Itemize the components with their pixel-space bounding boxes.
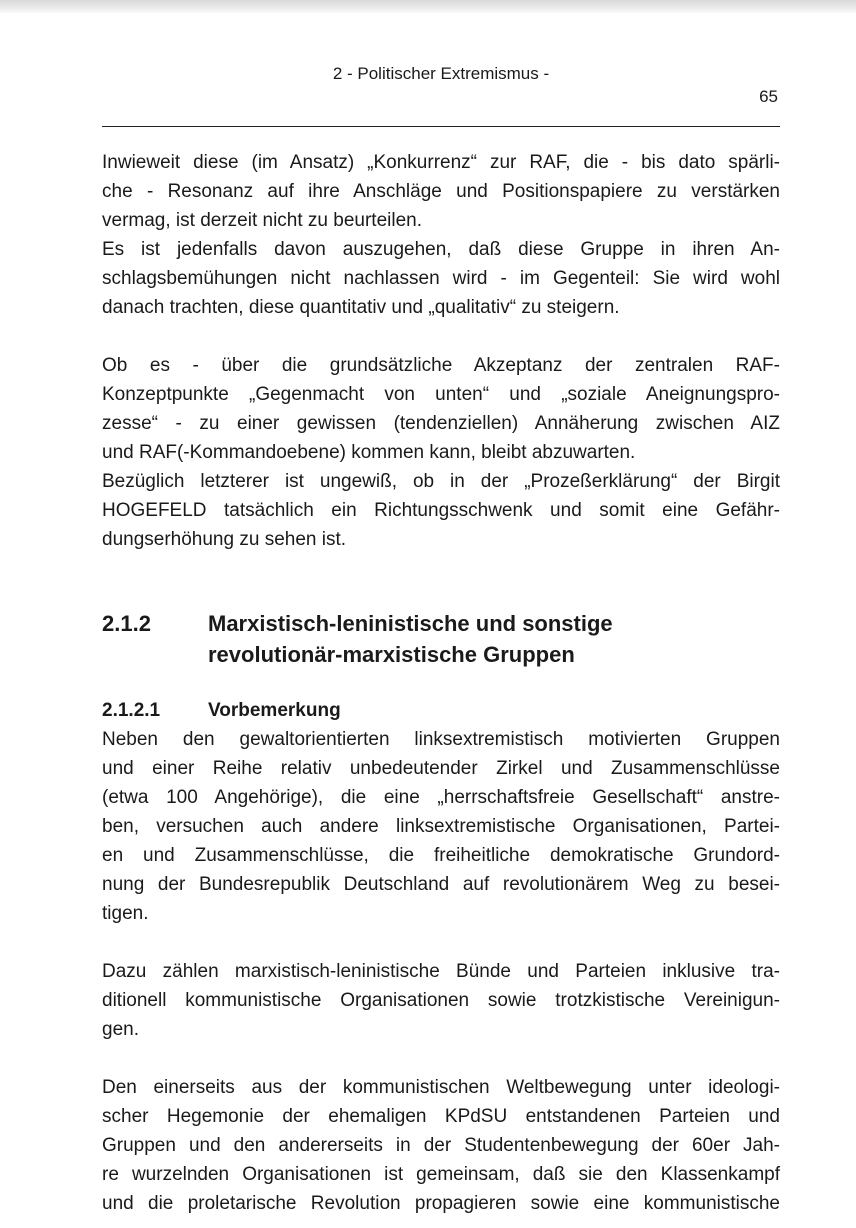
text-line: ben, versuchen auch andere linksextremistische Organisationen, Partei- [102,816,780,837]
text-line: Konzeptpunkte „Gegenmacht von unten“ und „soziale Aneignungspro- [102,384,780,405]
paragraph [102,1073,780,1218]
text-line: ditionell kommunistische Organisationen sowie trotzkistische Vereinigun- [102,990,780,1011]
text-line: vermag, ist derzeit nicht zu beurteilen. [102,210,422,231]
scan-edge [0,0,856,14]
text-line: und RAF(-Kommandoebene) kommen kann, bleibt abzuwarten. [102,442,636,463]
paragraph [102,725,780,928]
text-line: Den einerseits aus der kommunistischen Weltbewegung unter ideologi- [102,1077,780,1098]
text-line: und die proletarische Revolution propagieren sowie eine kommunistische [102,1193,780,1214]
text-line: Ob es - über die grundsätzliche Akzeptanz der zentralen RAF- [102,355,780,376]
text-line: scher Hegemonie der ehemaligen KPdSU entstandenen Parteien und [102,1106,780,1127]
subsection-heading [102,696,780,725]
text-line: Gruppen und den andererseits in der Studentenbewegung der 60er Jah- [102,1135,780,1156]
subsection-number: 2.1.2.1 [102,700,161,721]
paragraph [102,467,780,554]
text-line: gen. [102,1019,139,1040]
section-heading [102,608,780,670]
section-title-line: Marxistisch-leninistische und sonstige [208,611,613,636]
paragraph [102,351,780,467]
text-line: und einer Reihe relativ unbedeutender Zirkel und Zusammenschlüsse [102,758,780,779]
text-line: danach trachten, diese quantitativ und „qualitativ“ zu steigern. [102,297,620,318]
page-number: 65 [759,87,778,106]
text-line: tigen. [102,903,149,924]
paragraph [102,148,780,235]
text-line: zesse“ - zu einer gewissen (tendenziellen) Annäherung zwischen AIZ [102,413,780,434]
text-line: Dazu zählen marxistisch-leninistische Bünde und Parteien inklusive tra- [102,961,780,982]
text-line: dungserhöhung zu sehen ist. [102,529,347,550]
text-line: Inwieweit diese (im Ansatz) „Konkurrenz“ zur RAF, die - bis dato spärli- [102,152,780,173]
text-line: che - Resonanz auf ihre Anschläge und Positionspapiere zu verstärken [102,181,780,202]
paragraph [102,235,780,322]
page-body [102,148,780,1218]
subsection-title: Vorbemerkung [208,700,341,721]
text-line: schlagsbemühungen nicht nachlassen wird - im Gegenteil: Sie wird wohl [102,268,780,289]
text-line: (etwa 100 Angehörige), die eine „herrschaftsfreie Gesellschaft“ anstre- [102,787,780,808]
text-line: re wurzelnden Organisationen ist gemeinsam, daß sie den Klassenkampf [102,1164,780,1185]
running-title: 2 - Politischer Extremismus - [332,64,550,83]
text-line: Bezüglich letzterer ist ungewiß, ob in der „Prozeßerklärung“ der Birgit [102,471,780,492]
section-number: 2.1.2 [102,611,151,636]
text-line: nung der Bundesrepublik Deutschland auf revolutionärem Weg zu besei- [102,874,780,895]
text-line: Neben den gewaltorientierten linksextremistisch motivierten Gruppen [102,729,780,750]
paragraph [102,957,780,1044]
text-line: en und Zusammenschlüsse, die freiheitliche demokratische Grundord- [102,845,780,866]
text-line: HOGEFELD tatsächlich ein Richtungsschwenk und somit eine Gefähr- [102,500,780,521]
section-title [208,608,613,670]
text-line: Es ist jedenfalls davon auszugehen, daß diese Gruppe in ihren An- [102,239,780,260]
page-header [102,62,780,127]
section-title-line: revolutionär-marxistische Gruppen [208,642,575,667]
